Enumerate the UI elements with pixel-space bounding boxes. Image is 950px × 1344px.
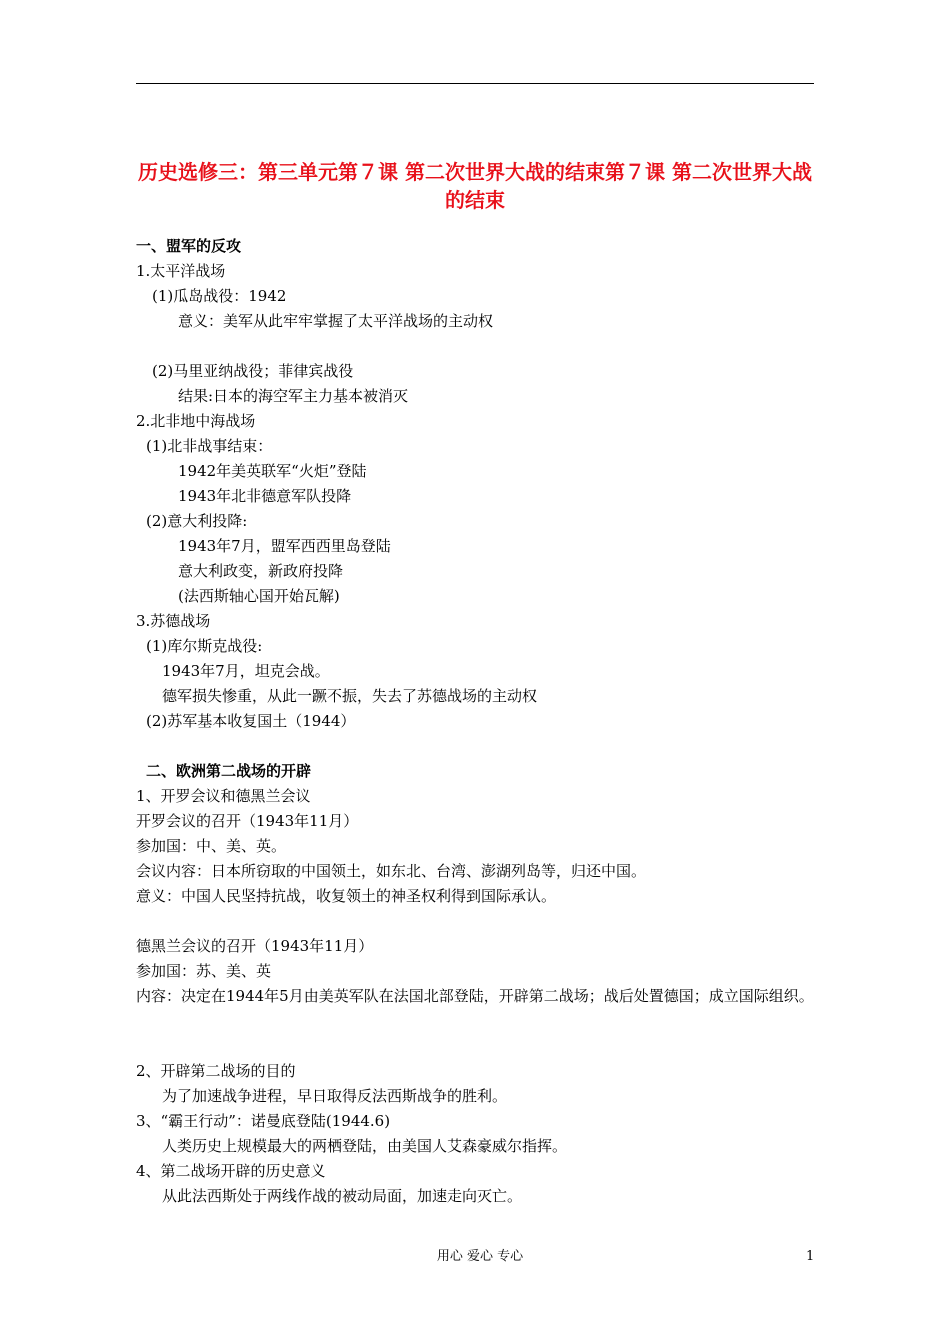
- text-line: 4、第二战场开辟的历史意义: [136, 1162, 326, 1180]
- text-line: (法西斯轴心国开始瓦解): [178, 587, 340, 605]
- text-line: (2)苏军基本收复国土（1944）: [146, 712, 356, 730]
- text-line: 参加国：中、美、英。: [136, 837, 287, 855]
- text-line: 1943年7月，坦克会战。: [162, 662, 330, 680]
- text-line: 1943年7月，盟军西西里岛登陆: [178, 537, 391, 555]
- section-heading-1: 一、盟军的反攻: [136, 237, 242, 255]
- text-line: 2.北非地中海战场: [136, 412, 256, 430]
- header-rule: [136, 83, 814, 84]
- text-line: 为了加速战争进程，早日取得反法西斯战争的胜利。: [162, 1087, 508, 1105]
- text-line: 3、“霸王行动”：诺曼底登陆(1944.6): [136, 1112, 391, 1130]
- text-line: 意义：美军从此牢牢掌握了太平洋战场的主动权: [178, 312, 494, 330]
- text-line: 意义：中国人民坚持抗战，收复领土的神圣权利得到国际承认。: [136, 887, 557, 905]
- text-line: 德黑兰会议的召开（1943年11月）: [136, 937, 374, 955]
- text-line: 结果:日本的海空军主力基本被消灭: [178, 387, 409, 405]
- text-line: 1.太平洋战场: [136, 262, 226, 280]
- text-line: (2)意大利投降:: [146, 512, 248, 530]
- text-line: 2、开辟第二战场的目的: [136, 1062, 296, 1080]
- page-number: 1: [806, 1249, 815, 1264]
- text-line: (2)马里亚纳战役；菲律宾战役: [152, 362, 354, 380]
- text-line: 会议内容：日本所窃取的中国领土，如东北、台湾、澎湖列岛等，归还中国。: [136, 862, 647, 880]
- text-line: 人类历史上规模最大的两栖登陆，由美国人艾森豪威尔指挥。: [162, 1137, 568, 1155]
- section-heading-2: 二、欧洲第二战场的开辟: [146, 762, 312, 780]
- footer-motto: 用心 爱心 专心: [436, 1249, 524, 1264]
- text-line: (1)库尔斯克战役:: [146, 637, 263, 655]
- text-line: 开罗会议的召开（1943年11月）: [136, 812, 359, 830]
- document-title: 历史选修三：第三单元第７课 第二次世界大战的结束第７课 第二次世界大战的结束: [138, 160, 812, 212]
- text-line: (1)北非战事结束：: [146, 437, 273, 455]
- text-line: 参加国：苏、美、英: [136, 962, 272, 980]
- text-paragraph: 内容：决定在1944年5月由美英军队在法国北部登陆，开辟第二战场；战后处置德国；成立国际组织。: [136, 987, 814, 1005]
- text-line: 1942年美英联军“火炬”登陆: [178, 462, 367, 480]
- text-line: 3.苏德战场: [136, 612, 211, 630]
- text-line: (1)瓜岛战役：1942: [152, 287, 287, 305]
- text-line: 德军损失惨重，从此一蹶不振，失去了苏德战场的主动权: [162, 687, 538, 705]
- text-line: 意大利政变，新政府投降: [178, 562, 344, 580]
- text-line: 1943年北非德意军队投降: [178, 487, 352, 505]
- text-line: 1、开罗会议和德黑兰会议: [136, 787, 311, 805]
- text-line: 从此法西斯处于两线作战的被动局面，加速走向灭亡。: [162, 1187, 523, 1205]
